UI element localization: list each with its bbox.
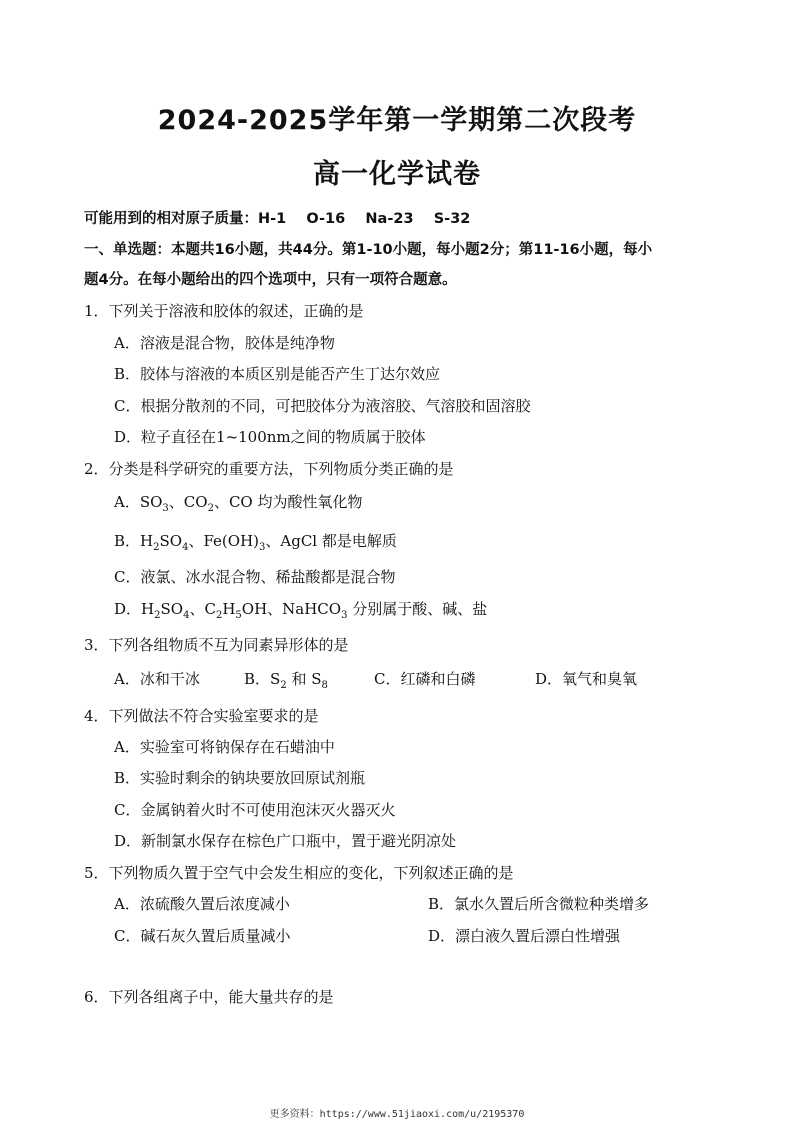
q3-option-c: C．红磷和白磷: [374, 670, 476, 688]
q4-stem: 4．下列做法不符合实验室要求的是: [84, 707, 319, 725]
q5-option-b: B．氯水久置后所含微粒种类增多: [428, 895, 650, 913]
q5-option-c: C．碱石灰久置后质量减小: [114, 927, 291, 945]
q3-option-b: B．$S_2$ 和 $S_8$: [244, 670, 328, 691]
q4-option-c: C．金属钠着火时不可使用泡沫灭火器灭火: [114, 801, 396, 819]
q1-option-b: B．胶体与溶液的本质区别是能否产生丁达尔效应: [114, 365, 441, 383]
q6-stem: 6．下列各组离子中，能大量共存的是: [84, 988, 334, 1006]
q1-option-a: A．溶液是混合物，胶体是纯净物: [114, 334, 335, 352]
q5-option-d: D．漂白液久置后漂白性增强: [428, 927, 621, 945]
footer-source-link[interactable]: 更多资料：https://www.51jiaoxi.com/u/2195370: [269, 1109, 525, 1120]
q3-stem: 3．下列各组物质不互为同素异形体的是: [84, 636, 349, 654]
q3-option-d: D．氧气和臭氧: [535, 670, 638, 688]
section-heading-line2: 题4分。在每小题给出的四个选项中，只有一项符合题意。: [84, 272, 457, 288]
q5-option-a: A．浓硫酸久置后浓度减小: [114, 895, 290, 913]
q1-option-c: C．根据分散剂的不同，可把胶体分为液溶胶、气溶胶和固溶胶: [114, 397, 531, 415]
q2-stem: 2．分类是科学研究的重要方法，下列物质分类正确的是: [84, 460, 454, 478]
q2-option-a: A．$SO_3$、$CO_2$、CO 均为酸性氧化物: [114, 493, 363, 514]
q2-option-b: B．$H_2SO_4$、$Fe(OH)_3$、AgCl 都是电解质: [114, 532, 397, 553]
q3-option-a: A．冰和干冰: [114, 670, 200, 688]
exam-title: 2024-2025学年第一学期第二次段考: [157, 105, 637, 136]
section-heading-line1: 一、单选题：本题共16小题，共44分。第1-10小题，每小题2分；第11-16小题，每小: [84, 242, 653, 258]
exam-subtitle: 高一化学试卷: [313, 159, 481, 190]
q2-option-c: C．液氯、冰水混合物、稀盐酸都是混合物: [114, 568, 396, 586]
atomic-masses: 可能用到的相对原子质量：H-1 O-16 Na-23 S-32: [84, 211, 471, 227]
q5-stem: 5．下列物质久置于空气中会发生相应的变化，下列叙述正确的是: [84, 864, 514, 882]
q4-option-a: A．实验室可将钠保存在石蜡油中: [114, 738, 335, 756]
q1-stem: 1．下列关于溶液和胶体的叙述，正确的是: [84, 302, 364, 320]
q2-option-d: D．$H_2SO_4$、$C_2H_5OH$、NaHCO$_3$ 分别属于酸、碱、盐: [114, 600, 488, 621]
q4-option-b: B．实验时剩余的钠块要放回原试剂瓶: [114, 769, 366, 787]
q4-option-d: D．新制氯水保存在棕色广口瓶中，置于避光阴凉处: [114, 832, 457, 850]
q1-option-d: D．粒子直径在1~100nm之间的物质属于胶体: [114, 428, 426, 446]
